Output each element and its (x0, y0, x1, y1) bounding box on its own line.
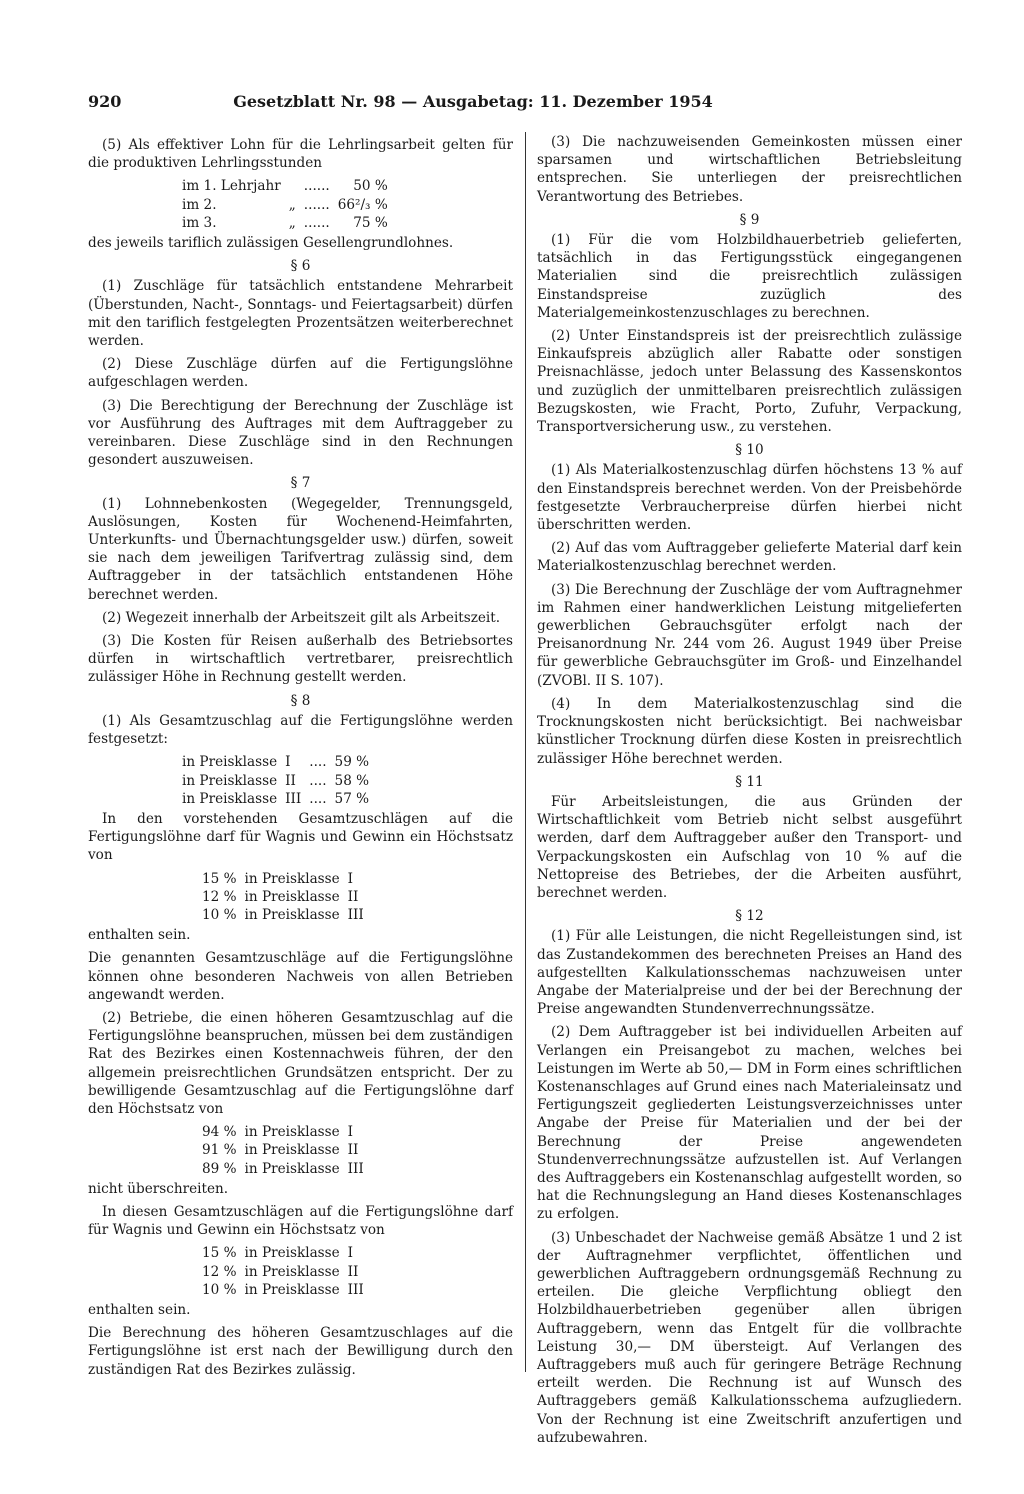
paragraph: (2) Unter Einstandspreis ist der preisrechtlich zulässige Einkaufspreis abzüglich aller Rabatte oder sonstigen Preisnachlässe, jedoch unter Belassung des Kassenskontos und zuzüglich der unmittelbaren preisrechtlich zulässigen Bezugskosten, wie Fracht, Porto, Zufuhr, Verpackung, Transportversicherung usw., zu verstehen. (537, 328, 962, 436)
section-heading: § 11 (735, 773, 764, 790)
paragraph: nicht überschreiten. (88, 1180, 229, 1197)
table-row: 91 % in Preisklasse II (202, 1142, 359, 1159)
table-row: im 3. „ ...... 75 % (182, 214, 388, 231)
wagnis-table (198, 870, 368, 925)
paragraph: (3) Die Berechnung der Zuschläge der vom Auftragnehmer im Rahmen einer handwerklichen Leistung mitgelieferten gewerblichen Gebrauchsgüter erfolgt nach der Preisanordnung Nr. 244 vom 26. August 1949 über Preise für gewerbliche Gebrauchsgüter im Groß- und Einzelhandel (ZVOBl. II S. 107). (537, 581, 962, 689)
table-row: im 2. „ ...... 66²/₃ % (182, 196, 388, 213)
paragraph: (3) Die Berechtigung der Berechnung der Zuschläge ist vor Ausführung des Auftrages mit dem Auftraggeber zu vereinbaren. Diese Zuschläge sind in den Rechnungen gesondert auszuweisen. (88, 397, 513, 469)
paragraph: (1) Lohnnebenkosten (Wegegelder, Trennungsgeld, Auslösungen, Kosten für Wochenend-Heimfahrten, Unterkunfts- und Übernachtungsgelder usw.) dürfen, soweit sie nach dem jeweiligen Tarifvertrag zulässig sind, dem Auftraggeber in der tatsächlich entstandenen Höhe berechnet werden. (88, 495, 513, 603)
paragraph: enthalten sein. (88, 927, 191, 944)
table-row: 12 % in Preisklasse II (202, 1263, 359, 1280)
section-heading: § 9 (739, 211, 760, 228)
table-row: in Preisklasse I .... 59 % (182, 754, 370, 771)
paragraph: (2) Betriebe, die einen höheren Gesamtzuschlag auf die Fertigungslöhne beanspruchen, müssen bei dem zuständigen Rat des Bezirkes einen Kostennachweis führen, der den allgemein preisrechtlichen Grundsätzen entspricht. Der zu bewilligende Gesamtzuschlag auf die Fertigungslöhne darf den Höchstsatz von (88, 1009, 513, 1117)
section-heading: § 10 (735, 442, 764, 459)
paragraph: (1) Für die vom Holzbildhauerbetrieb gelieferten, tatsächlich in das Fertigungsstück eingegangenen Materialien sind die preisrechtlich zulässigen Einstandspreise zuzüglich des Materialgemeinkostenzuschlages zu berechnen. (537, 232, 962, 321)
gazette-title: Gesetzblatt Nr. 98 — Ausgabetag: 11. Dezember 1954 (233, 92, 713, 111)
table-row: 10 % in Preisklasse III (202, 906, 364, 923)
section-heading: § 12 (735, 908, 764, 925)
paragraph: (3) Die nachzuweisenden Gemeinkosten müssen einer sparsamen und wirtschaftlichen Betriebsleitung entsprechen. Sie unterliegen der preisrechtlichen Verantwortung des Betriebes. (537, 134, 962, 205)
wagnis-table (198, 1244, 368, 1299)
paragraph: (2) Diese Zuschläge dürfen auf die Fertigungslöhne aufgeschlagen werden. (88, 356, 513, 391)
left-column (88, 136, 513, 1384)
paragraph: Für Arbeitsleistungen, die aus Gründen der Wirtschaftlichkeit vom Betrieb nicht selbst ausgeführt werden, darf dem Auftraggeber außer den Transport- und Verpackungskosten ein Aufschlag von 10 % auf die Nettopreise des Betriebes, der die Arbeiten ausführt, berechnet werden. (537, 793, 962, 901)
paragraph: Die genannten Gesamtzuschläge auf die Fertigungslöhne können ohne besonderen Nachweis von allen Betrieben angewandt werden. (88, 950, 513, 1003)
paragraph: (1) Als Materialkostenzuschlag dürfen höchstens 13 % auf den Einstandspreis berechnet werden. Von der Preisbehörde festgesetzte Verbraucherpreise dürfen hierbei nicht überschritten werden. (537, 462, 962, 534)
page-header (88, 92, 768, 111)
paragraph: (1) Als Gesamtzuschlag auf die Fertigungslöhne werden festgesetzt: (88, 712, 513, 748)
paragraph: In den vorstehenden Gesamtzuschlägen auf die Fertigungslöhne darf für Wagnis und Gewinn ein Höchstsatz von (88, 810, 513, 864)
table-row: 15 % in Preisklasse I (202, 1245, 354, 1262)
paragraph: (1) Für alle Leistungen, die nicht Regelleistungen sind, ist das Zustandekommen des berechneten Preises an Hand des aufgestellten Kalkulationsschemas nachzuweisen unter Angabe der Materialpreise und der bei der Berechnung der Preise angewandten Stundenverrechnungssätze. (537, 928, 962, 1018)
paragraph: des jeweils tariflich zulässigen Gesellengrundlohnes. (88, 235, 454, 252)
paragraph: (2) Dem Auftraggeber ist bei individuellen Arbeiten auf Verlangen ein Preisangebot zu machen, welches bei Leistungen im Werte ab 50,— DM in Form eines schriftlichen Kostenanschlages auf Grund eines nach Materialeinsatz und Fertigungszeit gegliederten Leistungsverzeichnisses unter Angabe der Preise für Materialien und der bei der Berechnung der Preise angewendeten Stundenverrechnungssätze aufzustellen ist. Auf Verlangen des Auftraggebers ein Kostenanschlag aufgestellt worden, so hat die Rechnungslegung an Hand dieses Kostenanschlages zu erfolgen. (537, 1024, 962, 1223)
paragraph: (5) Als effektiver Lohn für die Lehrlingsarbeit gelten für die produktiven Lehrlingsstunden (88, 137, 513, 172)
table-row: im 1. Lehrjahr ...... 50 % (182, 178, 388, 195)
column-divider (525, 132, 526, 1372)
table-row: 12 % in Preisklasse II (202, 888, 359, 905)
paragraph: (1) Zuschläge für tatsächlich entstandene Mehrarbeit (Überstunden, Nacht-, Sonntags- und Feiertagsarbeit) dürfen mit den tariflich festgelegten Prozentsätzen weiterberechnet werden. (88, 278, 513, 350)
hoechstsatz-table (198, 1123, 368, 1178)
paragraph: (3) Unbeschadet der Nachweise gemäß Absätze 1 und 2 ist der Auftragnehmer verpflichtet, öffentlichen und gewerblichen Auftraggebern ordnungsgemäß Rechnung zu erteilen. Die gleiche Verpflichtung obliegt den Holzbildhauerbetrieben gegenüber allen übrigen Auftraggebern, wenn das Entgelt für die vollbrachte Leistung 30,— DM übersteigt. Auf Verlangen des Auftraggebers muß auch für geringere Beträge Rechnung erteilt werden. Die Rechnung ist auf Wunsch des Auftraggebers gemäß Kalkulationsschema aufzugliedern. Von der Rechnung ist eine Zweitschrift anzufertigen und aufzubewahren. (537, 1229, 962, 1446)
section-heading: § 8 (290, 692, 311, 709)
paragraph: (3) Die Kosten für Reisen außerhalb des Betriebsortes dürfen in wirtschaftlich vertretbarer, preisrechtlich zulässiger Höhe in Rechnung gestellt werden. (88, 633, 513, 686)
paragraph: (2) Wegezeit innerhalb der Arbeitszeit gilt als Arbeitszeit. (102, 609, 501, 626)
section-heading: § 6 (290, 258, 311, 275)
paragraph: (2) Auf das vom Auftraggeber gelieferte Material darf kein Materialkostenzuschlag berechnet werden. (537, 540, 962, 575)
paragraph: In diesen Gesamtzuschlägen auf die Fertigungslöhne darf für Wagnis und Gewinn ein Höchstsatz von (88, 1203, 513, 1239)
lehrjahr-table (178, 177, 392, 232)
right-column (537, 133, 962, 1452)
table-row: 10 % in Preisklasse III (202, 1281, 364, 1298)
table-row: 89 % in Preisklasse III (202, 1160, 364, 1177)
table-row: 15 % in Preisklasse I (202, 870, 354, 887)
table-row: in Preisklasse III .... 57 % (182, 790, 370, 807)
table-row: in Preisklasse II .... 58 % (182, 772, 370, 789)
page-number: 920 (88, 92, 122, 111)
paragraph: Die Berechnung des höheren Gesamtzuschlages auf die Fertigungslöhne ist erst nach der Bewilligung durch den zuständigen Rat des Bezirkes zulässig. (88, 1325, 513, 1378)
preisklasse-table (178, 753, 373, 808)
section-heading: § 7 (290, 475, 311, 492)
paragraph: (4) In dem Materialkostenzuschlag sind die Trocknungskosten nicht berücksichtigt. Bei nachweisbar künstlicher Trocknung dürfen diese Kosten in preisrechtlich zulässiger Höhe berechnet werden. (537, 695, 962, 767)
paragraph: enthalten sein. (88, 1301, 191, 1318)
table-row: 94 % in Preisklasse I (202, 1124, 354, 1141)
